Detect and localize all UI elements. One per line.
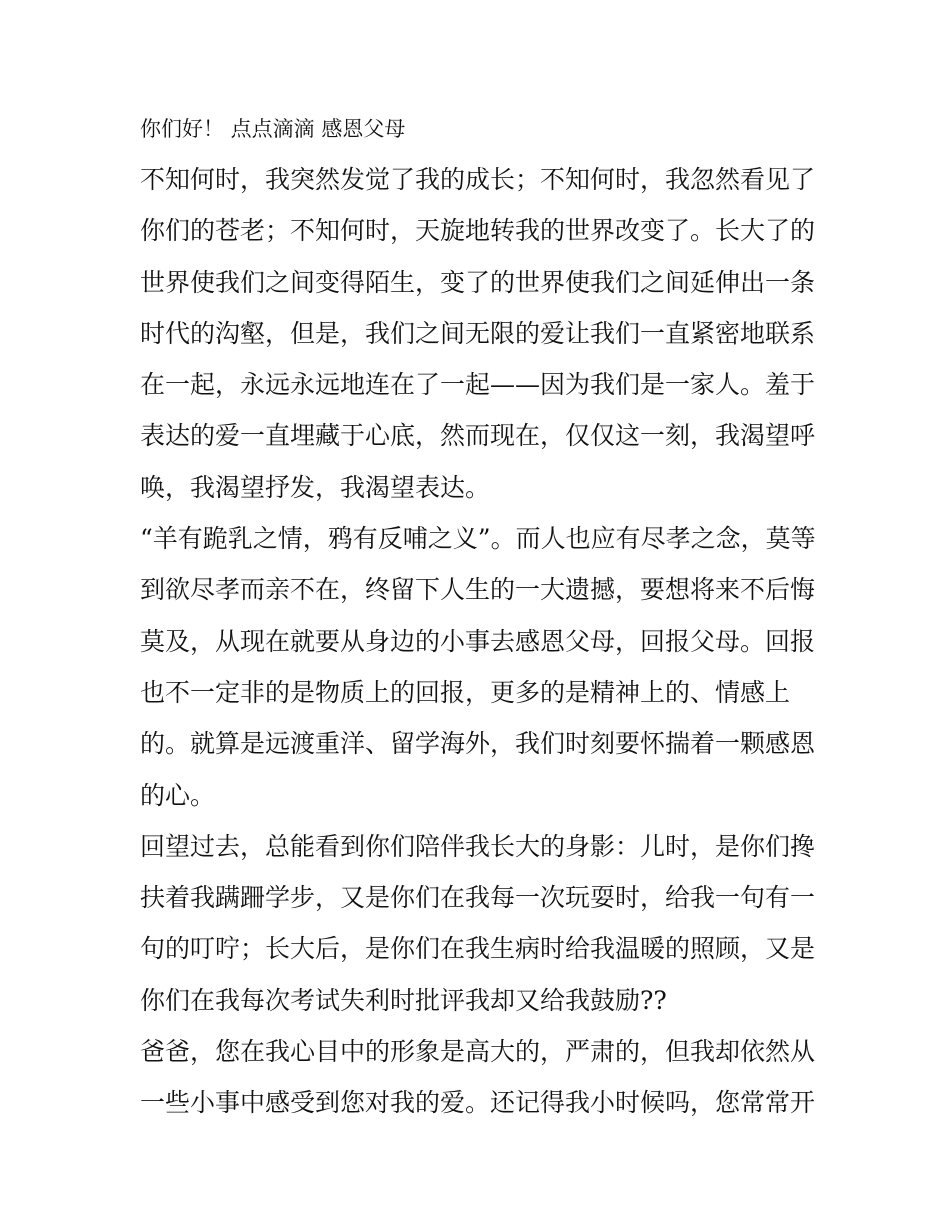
- paragraph-4: [140, 1026, 820, 1129]
- paragraph-3: [140, 821, 820, 1026]
- document-title: 你们好！ 点点滴滴 感恩父母: [140, 117, 406, 141]
- text-line: 在一起，永远永远地连在了一起——因为我们是一家人。羞于: [140, 370, 816, 400]
- text-line: 世界使我们之间变得陌生，变了的世界使我们之间延伸出一条: [140, 267, 816, 297]
- text-line: 不知何时，我突然发觉了我的成长；不知何时，我忽然看见了: [140, 165, 816, 194]
- text-line: 的心。: [140, 780, 216, 810]
- text-line: 的。就算是远渡重洋、留学海外，我们时刻要怀揣着一颗感恩: [140, 729, 816, 759]
- text-line: “羊有跪乳之情，鸦有反哺之义”。而人也应有尽孝之念，莫等: [140, 524, 816, 554]
- text-line: 句的叮咛；长大后，是你们在我生病时给我温暖的照顾，又是: [140, 934, 816, 964]
- text-line: 表达的爱一直埋藏于心底，然而现在，仅仅这一刻，我渴望呼: [140, 421, 816, 451]
- paragraph-1: [140, 154, 820, 513]
- text-line: 一些小事中感受到您对我的爱。还记得我小时候吗，您常常开: [140, 1088, 816, 1118]
- text-line: 唤，我渴望抒发，我渴望表达。: [140, 472, 491, 502]
- text-line: 你们在我每次考试失利时批评我却又给我鼓励??: [140, 985, 667, 1015]
- text-line: 你们的苍老；不知何时，天旋地转我的世界改变了。长大了的: [140, 216, 816, 246]
- text-line: 回望过去，总能看到你们陪伴我长大的身影：儿时，是你们搀: [140, 831, 816, 861]
- text-line: 扶着我蹒跚学步，又是你们在我每一次玩耍时，给我一句有一: [140, 883, 816, 913]
- paragraph-2: [140, 513, 820, 821]
- text-line: 莫及，从现在就要从身边的小事去感恩父母，回报父母。回报: [140, 626, 816, 656]
- text-line: 到欲尽孝而亲不在，终留下人生的一大遗撼，要想将来不后悔: [140, 575, 816, 605]
- document-page: [140, 108, 820, 1129]
- text-line: 时代的沟壑，但是，我们之间无限的爱让我们一直紧密地联系: [140, 318, 816, 348]
- text-line: 爸爸，您在我心目中的形象是高大的，严肃的，但我却依然从: [140, 1037, 816, 1067]
- text-line: 也不一定非的是物质上的回报，更多的是精神上的、情感上: [140, 677, 791, 707]
